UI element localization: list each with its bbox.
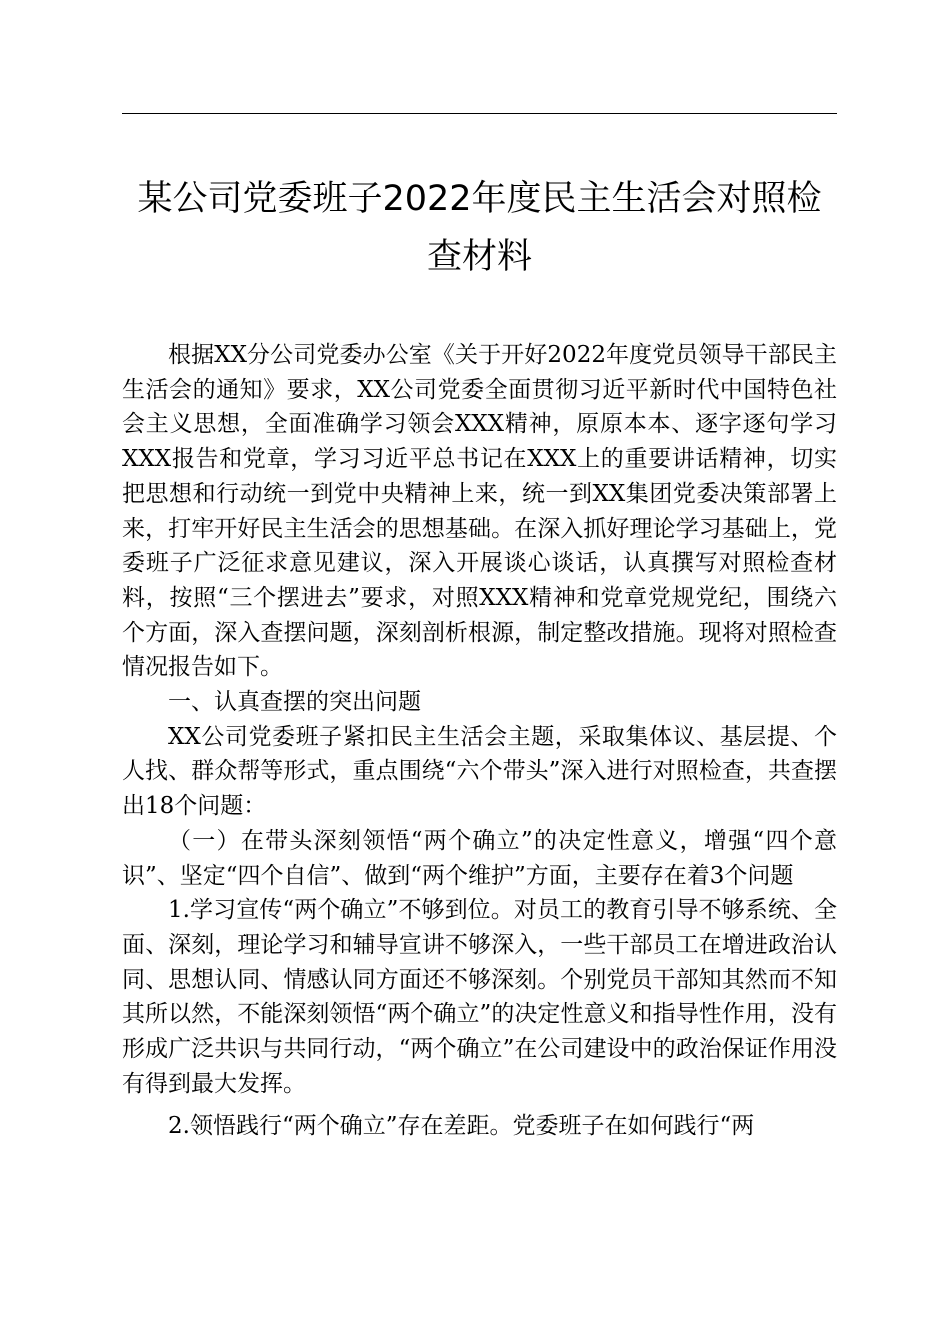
- section-heading-1: 一、认真查摆的突出问题: [168, 689, 421, 716]
- paragraph-intro: 根据XX分公司党委办公室《关于开好2022年度党员领导干部民主生活会的通知》要求，XX公司党委全面贯彻习近平新时代中国特色社会主义思想，全面准确学习领会XXX精神，原原本本、逐字逐句学习XXX报告和党章，学习习近平总书记在XXX上的重要讲话精神，切实把思想和行动统一到党中央精神上来，统一到XX集团党委决策部署上来，打牢开好民主生活会的思想基础。在深入抓好理论学习基础上，党委班子广泛征求意见建议，深入开展谈心谈话，认真撰写对照检查材料，按照“三个摆进去”要求，对照XXX精神和党章党规党纪，围绕六个方面，深入查摆问题，深刻剖析根源，制定整改措施。现将对照检查情况报告如下。: [122, 342, 837, 681]
- paragraph-item-1: 1.学习宣传“两个确立”不够到位。对员工的教育引导不够系统、全面、深刻，理论学习和辅导宣讲不够深入，一些干部员工在增进政治认同、思想认同、情感认同方面还不够深刻。个别党员干部知其然而不知其所以然，不能深刻领悟“两个确立”的决定性意义和指导性作用，没有形成广泛共识与共同行动，“两个确立”在公司建设中的政治保证作用没有得到最大发挥。: [122, 897, 837, 1097]
- title-line-1: 某公司党委班子2022年度民主生活会对照检: [137, 179, 822, 219]
- paragraph-item-2: 2.领悟践行“两个确立”存在差距。党委班子在如何践行“两: [168, 1113, 755, 1140]
- document-body: [122, 338, 837, 1144]
- header-rule: [122, 113, 837, 114]
- paragraph-overview: XX公司党委班子紧扣民主生活会主题，采取集体议、基层提、个人找、群众帮等形式，重点围绕“六个带头”深入进行对照检查，共查摆出18个问题：: [122, 723, 837, 820]
- title-line-2: 查材料: [426, 237, 532, 277]
- subsection-heading-1: （一）在带头深刻领悟“两个确立”的决定性意义，增强“四个意识”、坚定“四个自信”、做到“两个维护”方面，主要存在着3个问题: [122, 827, 837, 889]
- document-title: [122, 170, 837, 286]
